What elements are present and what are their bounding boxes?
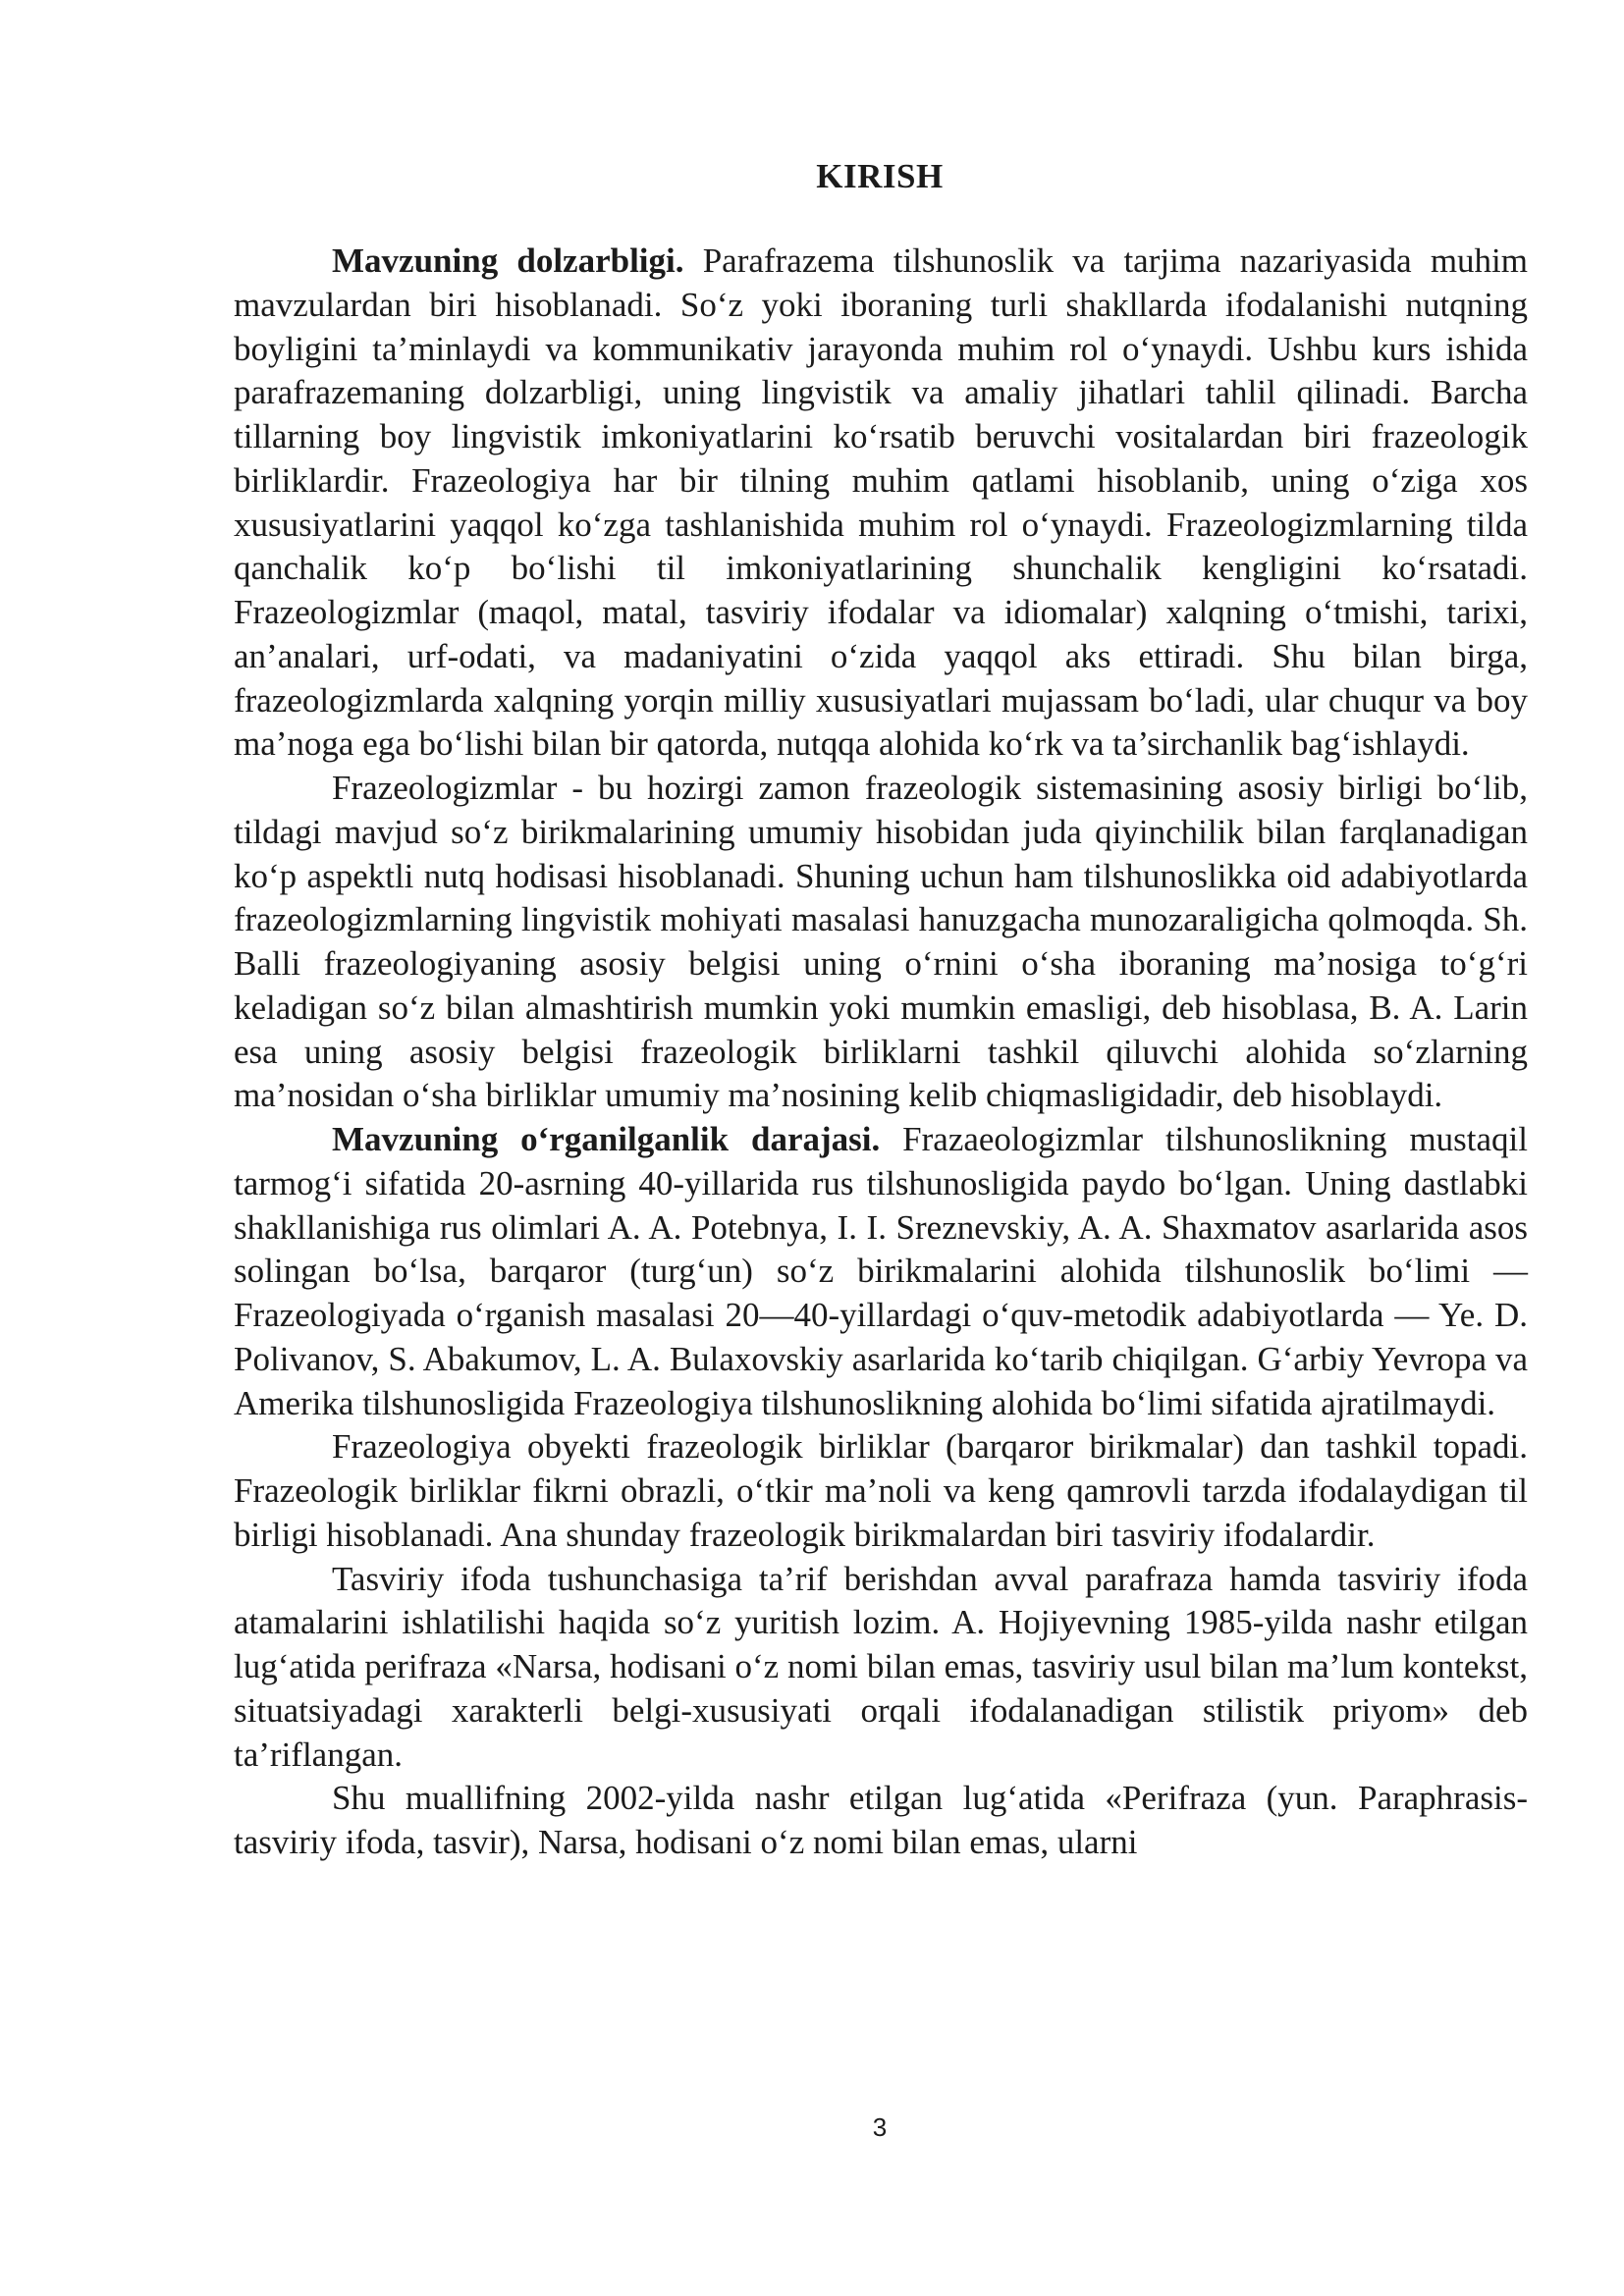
paragraph-text: Tasviriy ifoda tushunchasiga ta’rif berishdan avval parafraza hamda tasviriy ifoda atamalarini ishlatilishi haqida so‘z yuritish lozim. A. Hojiyevning 1985-yilda nashr etilgan lug‘atida perifraza «Narsa, hodisani o‘z nomi bilan emas, tasviriy usul bilan ma’lum kontekst, situatsiyadagi xarakterli belgi-xususiyati orqali ifodalanadigan stilistik priyom» deb ta’riflangan. [234, 1559, 1528, 1774]
paragraph-lead: Mavzuning dolzarbligi. [332, 241, 684, 280]
paragraph-lead: Mavzuning o‘rganilganlik darajasi. [332, 1120, 881, 1158]
paragraph-text: Frazeologizmlar - bu hozirgi zamon frazeologik sistemasining asosiy birligi bo‘lib, tildagi mavjud so‘z birikmalarining umumiy hisobidan juda qiyinchilik bilan farqlanadigan ko‘p aspektli nutq hodisasi hisoblanadi. Shuning uchun ham tilshunoslikka oid adabiyotlarda frazeologizmlarning lingvistik mohiyati masalasi hanuzgacha munozaraligicha qolmoqda. Sh. Balli frazeologiyaning asosiy belgisi uning o‘rnini o‘sha iboraning ma’nosiga to‘g‘ri keladigan so‘z bilan almashtirish mumkin yoki mumkin emasligi, deb hisoblasa, B. A. Larin esa uning asosiy belgisi frazeologik birliklarni tashkil qiluvchi alohida so‘zlarning ma’nosidan o‘sha birliklar umumiy ma’nosining kelib chiqmasligidadir, deb hisoblaydi. [234, 769, 1528, 1115]
paragraph-text: Frazeologiya obyekti frazeologik birliklar (barqaror birikmalar) dan tashkil topadi. Frazeologik birliklar fikrni obrazli, o‘tkir ma’noli va keng qamrovli tarzda ifodalaydigan til birligi hisoblanadi. Ana shunday frazeologik birikmalardan biri tasviriy ifodalardir. [234, 1427, 1528, 1554]
page-number: 3 [872, 2112, 888, 2142]
paragraph-text: Shu muallifning 2002-yilda nashr etilgan lug‘atida «Perifraza (yun. Paraphrasis- tasviriy ifoda, tasvir), Narsa, hodisani o‘z nomi bilan emas, ularni [234, 1779, 1528, 1861]
paragraph-text: Frazaeologizmlar tilshunoslikning mustaqil tarmog‘i sifatida 20-asrning 40-yillarida rus tilshunosligida paydo bo‘lgan. Uning dastlabki shakllanishiga rus olimlari A. A. Potebnya, I. I. Sreznevskiy, A. A. Shaxmatov asarlarida asos solingan bo‘lsa, barqaror (turg‘un) so‘z birikmalarini alohida tilshunoslik bo‘limi — Frazeologiyada o‘rganish masalasi 20—40-yillardagi o‘quv-metodik adabiyotlarda — Ye. D. Polivanov, S. Abakumov, L. A. Bulaxovskiy asarlarida ko‘tarib chiqilgan. G‘arbiy Yevropa va Amerika tilshunosligida Frazeologiya tilshunoslikning alohida bo‘limi sifatida ajratilmaydi. [234, 1120, 1528, 1422]
paragraph-phraseology-object [234, 1425, 1528, 1557]
paragraph-degree-of-study [234, 1118, 1528, 1425]
document-body [234, 240, 1528, 1865]
paragraph-author-dictionary [234, 1777, 1528, 1865]
paragraph-descriptive-expression [234, 1558, 1528, 1778]
paragraph-text: Parafrazema tilshunoslik va tarjima nazariyasida muhim mavzulardan biri hisoblanadi. So‘z yoki iboraning turli shakllarda ifodalanishi nutqning boyligini ta’minlaydi va kommunikativ jarayonda muhim rol o‘ynaydi. Ushbu kurs ishida parafrazemaning dolzarbligi, uning lingvistik va amaliy jihatlari tahlil qilinadi. Barcha tillarning boy lingvistik imkoniyatlarini ko‘rsatib beruvchi vositalardan biri frazeologik birliklardir. Frazeologiya har bir tilning muhim qatlami hisoblanib, uning o‘ziga xos xususiyatlarini yaqqol ko‘zga tashlanishida muhim rol o‘ynaydi. Frazeologizmlarning tilda qanchalik ko‘p bo‘lishi til imkoniyatlarining shunchalik kengligini ko‘rsatadi. Frazeologizmlar (maqol, matal, tasviriy ifodalar va idiomalar) xalqning o‘tmishi, tarixi, an’analari, urf-odati, va madaniyatini o‘zida yaqqol aks ettiradi. Shu bilan birga, frazeologizmlarda xalqning yorqin milliy xususiyatlari mujassam bo‘ladi, ular chuqur va boy ma’noga ega bo‘lishi bilan bir qatorda, nutqqa alohida ko‘rk va ta’sirchanlik bag‘ishlaydi. [234, 241, 1528, 764]
paragraph-phraseologisms [234, 767, 1528, 1118]
page-heading: KIRISH [816, 157, 944, 195]
paragraph-relevance [234, 240, 1528, 767]
